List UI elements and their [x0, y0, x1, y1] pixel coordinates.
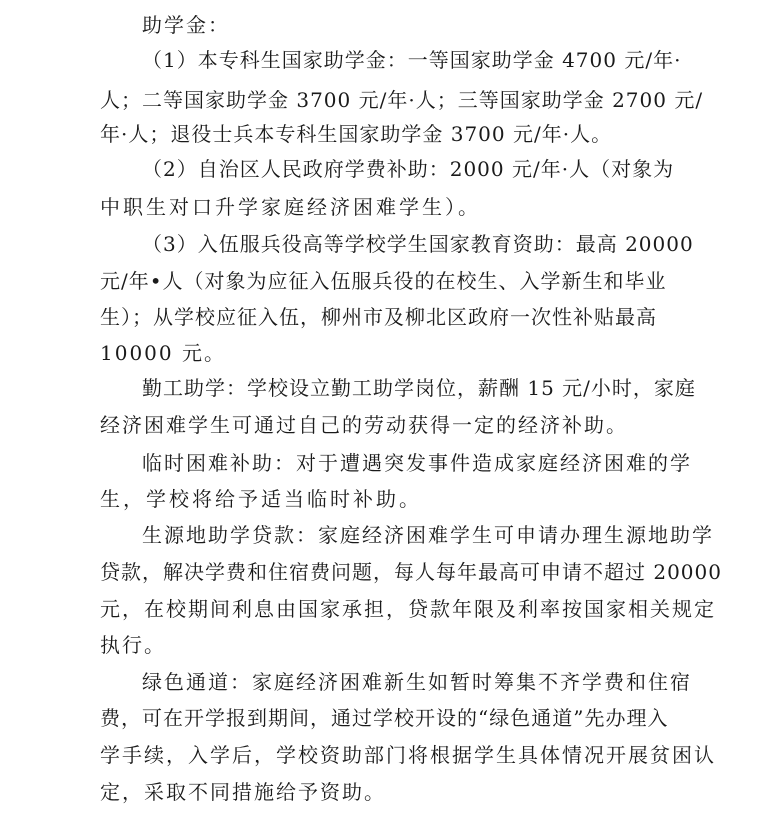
text-line: 年·人；退役士兵本专科生国家助学金 3700 元/年·人。 [100, 122, 613, 146]
text-line: 学手续，入学后，学校资助部门将根据学生具体情况开展贫困认 [100, 743, 716, 767]
section-heading-grants: 助学金： [142, 13, 230, 37]
text-line: 费，可在开学报到期间，通过学校开设的“绿色通道”先办理入 [100, 706, 669, 730]
text-line: 生）；从学校应征入伍，柳州市及柳北区政府一次性补贴最高 [100, 305, 657, 329]
text-line: （3）入伍服兵役高等学校学生国家教育资助：最高 20000 [142, 232, 694, 256]
text-line: 元/年•人（对象为应征入伍服兵役的在校生、入学新生和毕业 [100, 269, 667, 293]
paragraph-student-loan: 生源地助学贷款：家庭经济困难学生可申请办理生源地助学 [142, 523, 714, 547]
text-line: （2）自治区人民政府学费补助：2000 元/年·人（对象为 [142, 157, 675, 181]
text-line: 元，在校期间利息由国家承担，贷款年限及利率按国家相关规定 [100, 597, 716, 621]
paragraph-green-channel: 绿色通道：家庭经济困难新生如暂时筹集不齐学费和住宿 [142, 670, 692, 694]
paragraph-temporary-aid: 临时困难补助：对于遭遇突发事件造成家庭经济困难的学 [142, 451, 692, 475]
text-line: 中职生对口升学家庭经济困难学生）。 [100, 195, 481, 219]
text-line: 人；二等国家助学金 3700 元/年·人；三等国家助学金 2700 元/ [100, 88, 704, 112]
text-line: 经济困难学生可通过自己的劳动获得一定的经济补助。 [100, 413, 628, 437]
text-line: 定，采取不同措施给予资助。 [100, 780, 386, 804]
text-line: 贷款，解决学费和住宿费问题，每人每年最高可申请不超过 20000 [100, 560, 722, 584]
text-line: （1）本专科生国家助学金：一等国家助学金 4700 元/年· [142, 48, 682, 72]
text-line: 10000 元。 [100, 341, 226, 365]
text-line: 生，学校将给予适当临时补助。 [100, 487, 422, 511]
paragraph-work-study: 勤工助学：学校设立勤工助学岗位，薪酬 15 元/小时，家庭 [142, 376, 696, 400]
text-line: 执行。 [100, 633, 166, 657]
